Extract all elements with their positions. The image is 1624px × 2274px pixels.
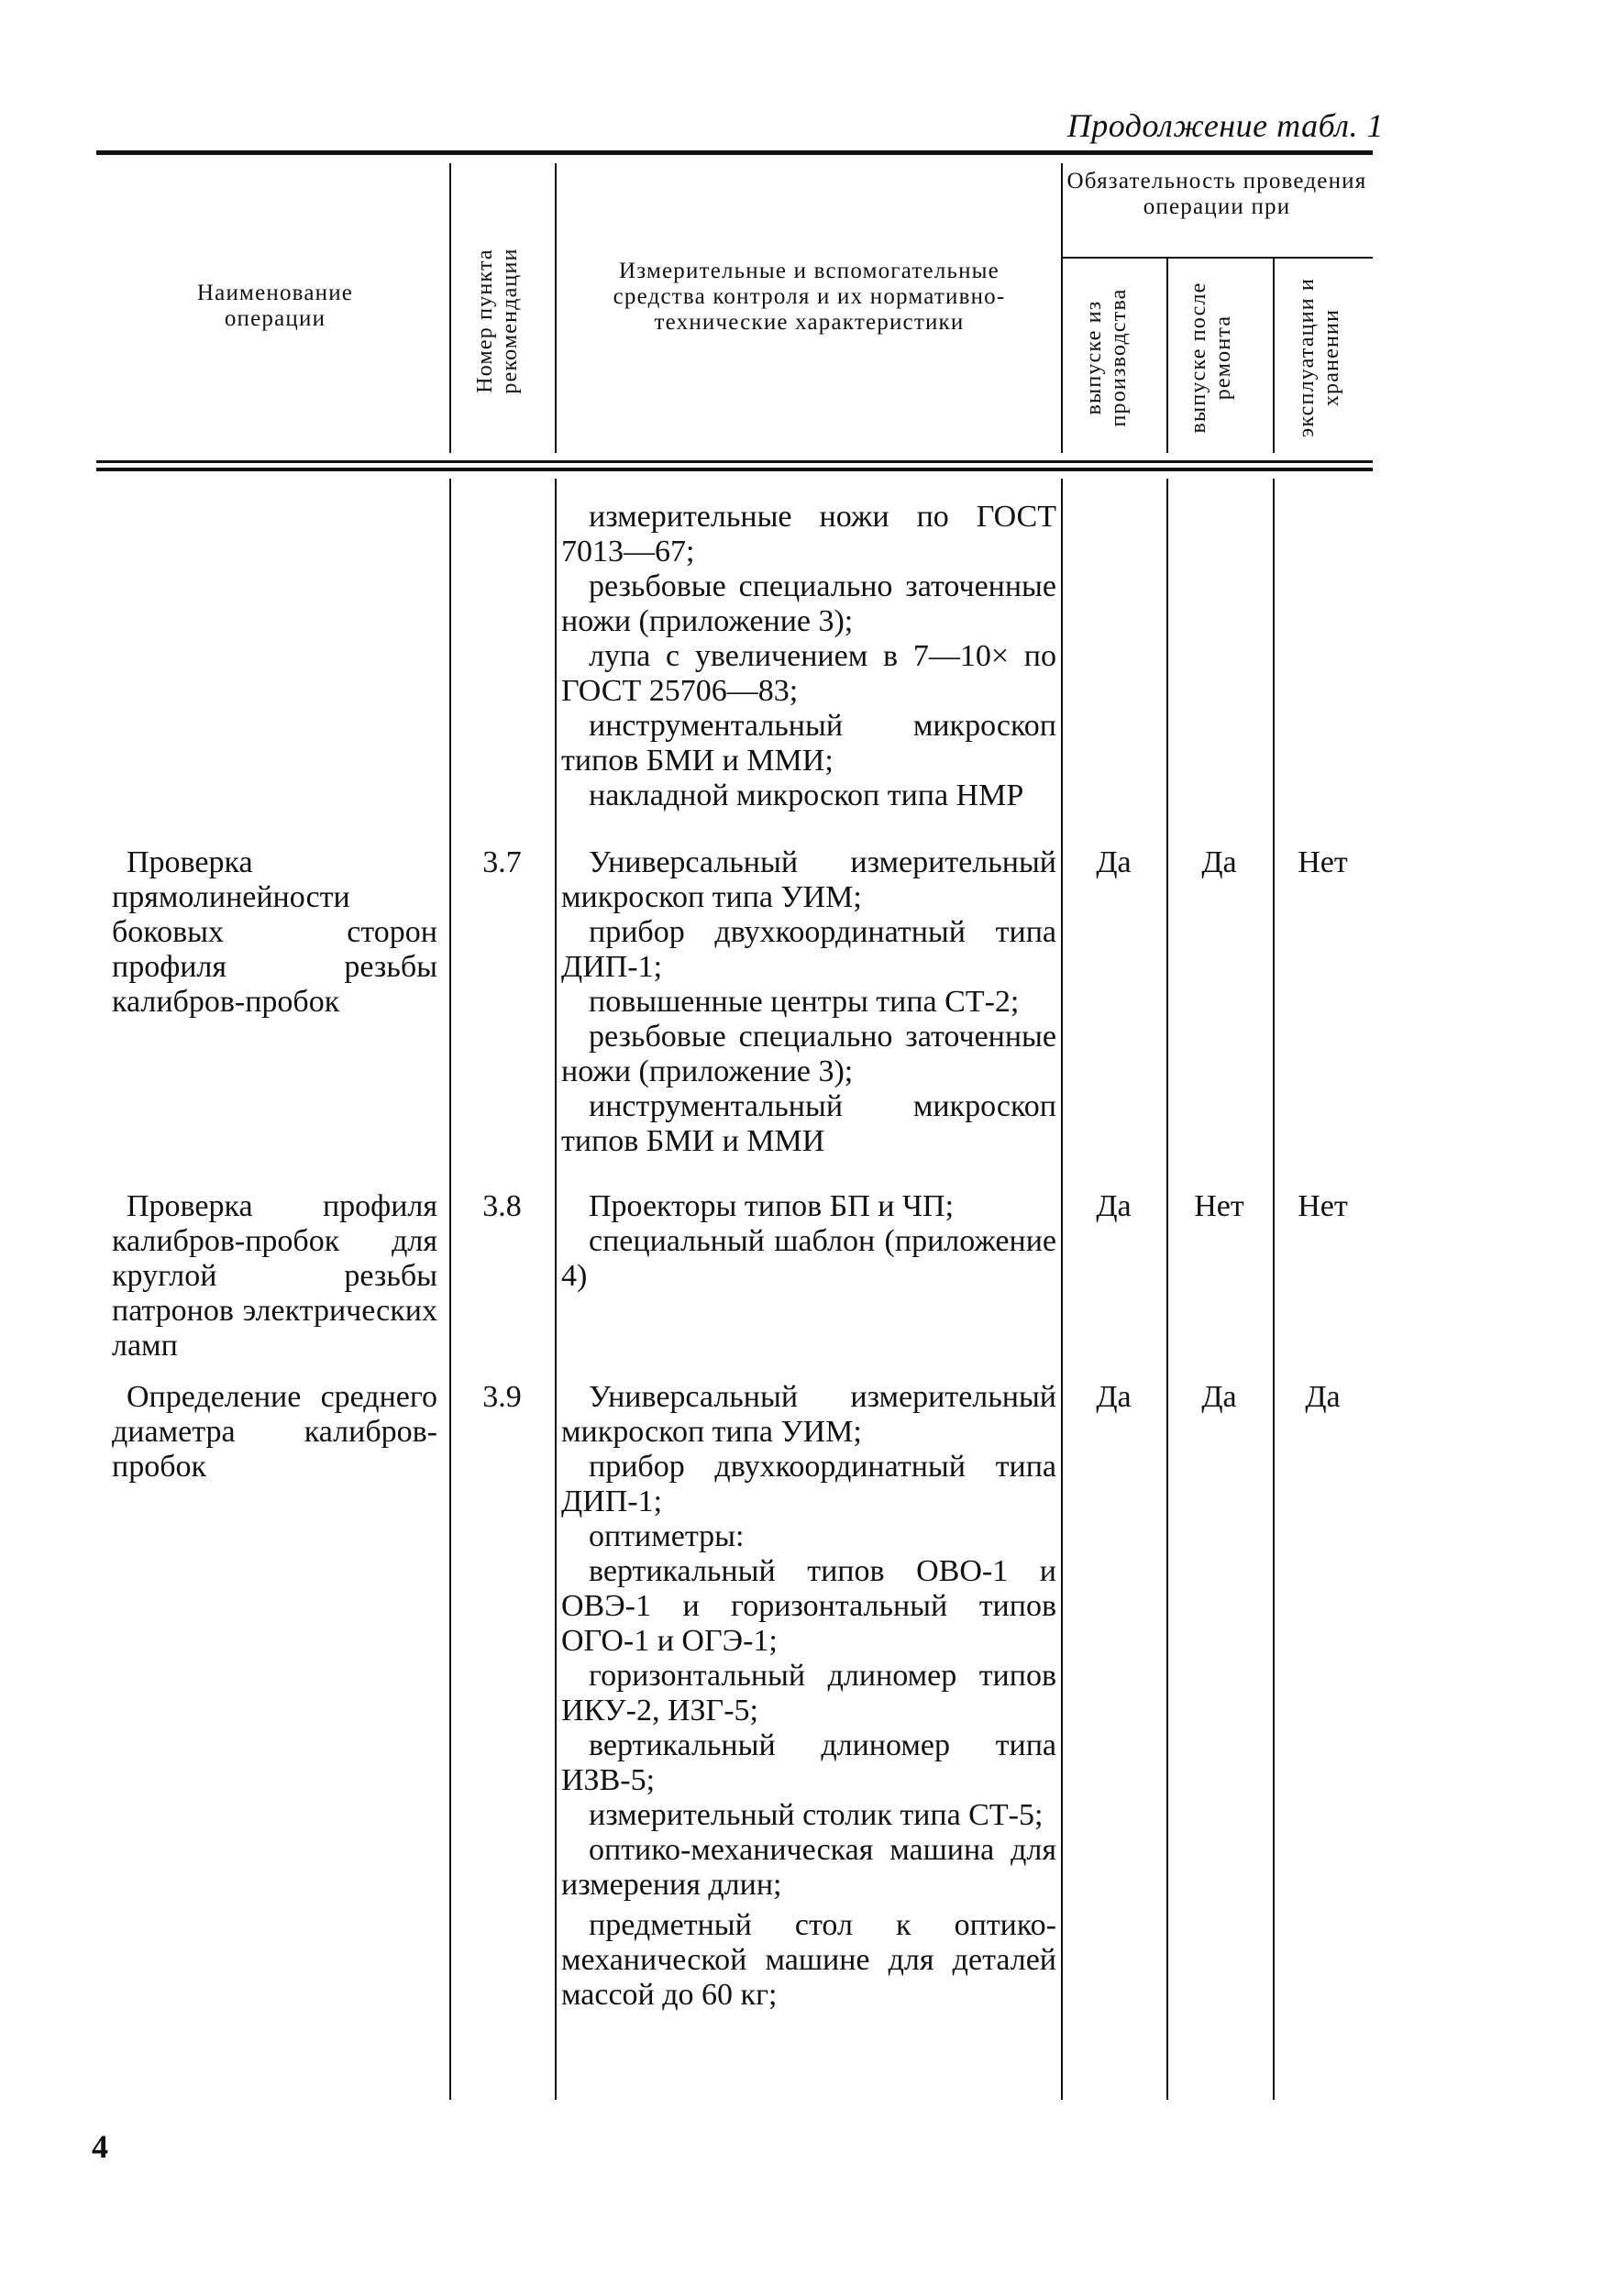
production-value: Да — [1096, 1380, 1132, 1414]
header-obligation: Обязательность проведения операции при — [1066, 169, 1367, 219]
header-item-number: Номер пункта рекомендации — [473, 248, 522, 394]
production-value: Да — [1096, 1189, 1132, 1223]
production-value: Да — [1096, 845, 1132, 879]
column-divider — [1166, 479, 1168, 2100]
header-col-repair: выпуске после ремонта — [1187, 281, 1235, 434]
means-item: вертикальный типов ОВО-1 и ОВЭ-1 и горизонтальный типов ОГО-1 и ОГЭ-1; — [561, 1554, 1056, 1658]
means-cell — [561, 845, 1056, 1159]
means-item: измерительные ножи по ГОСТ 7013—67; — [561, 500, 1056, 568]
means-item: горизонтальный длиномер типов ИКУ-2, ИЗГ-5; — [561, 1659, 1056, 1728]
means-item: прибор двухкоординатный типа ДИП-1; — [561, 915, 1056, 984]
operation-storage-value: Нет — [1298, 845, 1348, 879]
means-item: лупа с увеличением в 7—10× по ГОСТ 25706—83; — [561, 639, 1056, 708]
means-item: оптиметры: — [589, 1519, 745, 1553]
column-divider — [449, 163, 451, 453]
means-item: накладной микроскоп типа НМР — [589, 778, 1024, 812]
means-item: предметный стол к оптико-механической машине для деталей массой до 60 кг; — [561, 1908, 1056, 2012]
column-divider — [1061, 163, 1063, 453]
column-divider — [1273, 259, 1275, 453]
column-divider — [1061, 479, 1063, 2100]
item-number-cell: 3.8 — [482, 1189, 522, 1223]
repair-value: Да — [1201, 1380, 1237, 1414]
table-head-rule — [96, 460, 1373, 463]
repair-value: Да — [1201, 845, 1237, 879]
operation-cell: Проверка профиля калибров-пробок для круглой резьбы патронов электрических ламп — [112, 1189, 437, 1363]
table-top-rule — [96, 150, 1373, 155]
column-divider — [555, 479, 557, 2100]
means-item: повышенные центры типа СТ-2; — [589, 985, 1020, 1019]
header-operation-name: Наименование операции — [196, 281, 354, 331]
means-item: резьбовые специально заточенные ножи (приложение 3); — [561, 569, 1056, 638]
header-col-operation: эксплуатации и хранении — [1295, 277, 1343, 438]
means-item: инструментальный микроскоп типов БМИ и ММИ; — [561, 709, 1056, 778]
item-number-cell: 3.9 — [482, 1380, 522, 1414]
means-item: Универсальный измерительный микроскоп типа УИМ; — [561, 1380, 1056, 1449]
means-item: вертикальный длиномер типа ИЗВ-5; — [561, 1728, 1056, 1797]
means-item: инструментальный микроскоп типов БМИ и ММИ — [561, 1089, 1056, 1158]
column-divider — [555, 163, 557, 453]
item-number-cell: 3.7 — [482, 845, 522, 879]
column-divider — [1273, 479, 1275, 2100]
table-head-rule-double — [96, 468, 1373, 471]
means-item: специальный шаблон (приложение 4) — [561, 1224, 1056, 1293]
means-item: Проекторы типов БП и ЧП; — [589, 1189, 955, 1223]
header-means: Измерительные и вспомогательные средства контроля и их нормативно-технические характеристики — [613, 259, 1006, 335]
header-col-production: выпуске из производства — [1082, 288, 1131, 427]
page-header: Продолжение табл. 1 — [1066, 107, 1384, 144]
means-item: резьбовые специально заточенные ножи (приложение 3); — [561, 1020, 1056, 1088]
page-number: 4 — [92, 2128, 108, 2165]
column-divider — [1166, 259, 1168, 453]
means-item: измерительный столик типа СТ-5; — [589, 1798, 1044, 1832]
means-item: прибор двухкоординатный типа ДИП-1; — [561, 1450, 1056, 1518]
operation-cell: Определение среднего диаметра калибров-пробок — [112, 1380, 437, 1484]
means-item: Универсальный измерительный микроскоп типа УИМ; — [561, 845, 1056, 914]
means-cell — [561, 500, 1056, 813]
means-item: оптико-механическая машина для измерения длин; — [561, 1833, 1056, 1902]
operation-storage-value: Нет — [1298, 1189, 1348, 1223]
means-cell — [561, 1189, 1056, 1294]
operation-cell: Проверка прямолинейности боковых сторон профиля резьбы калибров-пробок — [112, 845, 437, 1019]
obligation-divider — [1061, 257, 1373, 259]
operation-storage-value: Да — [1305, 1380, 1341, 1414]
means-cell — [561, 1380, 1056, 2013]
column-divider — [449, 479, 451, 2100]
repair-value: Нет — [1194, 1189, 1244, 1223]
